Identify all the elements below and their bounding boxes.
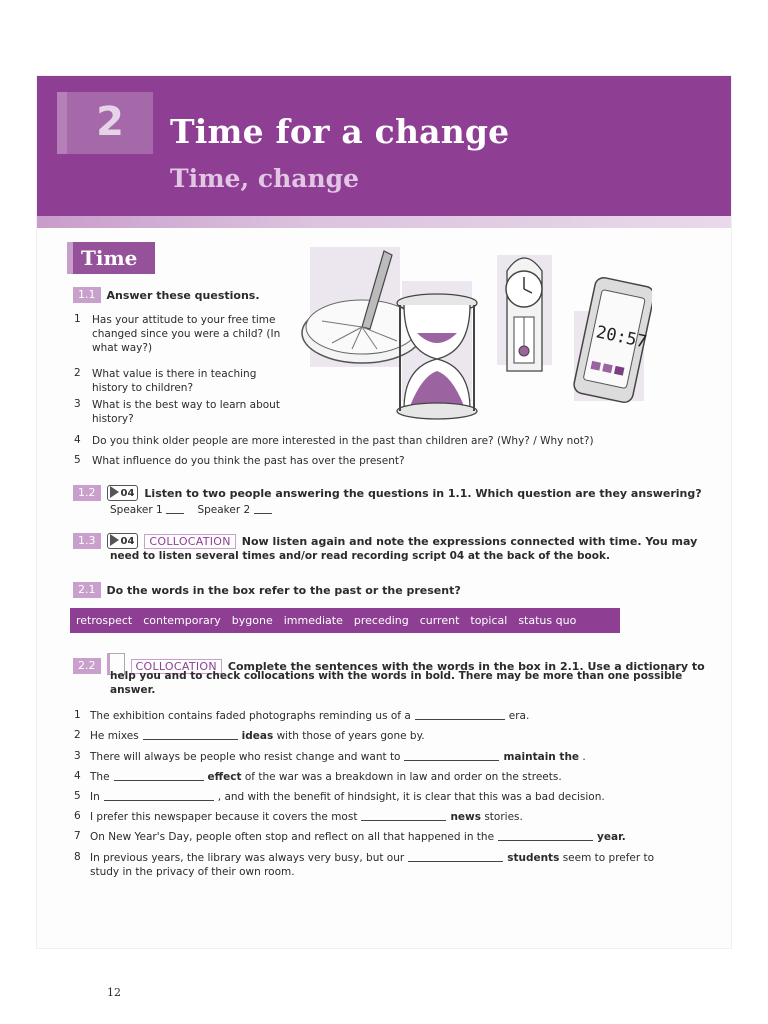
answer-blank[interactable] — [498, 830, 593, 841]
word-box-item: bygone — [231, 614, 273, 627]
word-box-item: topical — [470, 614, 508, 627]
sentence-number: 5 — [74, 790, 81, 802]
sentence-line — [90, 790, 605, 804]
word-box-item: retrospect — [76, 614, 133, 627]
word-box — [70, 608, 620, 633]
sentence-text: of the war was a breakdown in law and order on the streets. — [244, 771, 562, 783]
exercise-instruction: Now listen again and note the expressions connected with time. You may — [241, 535, 698, 548]
answer-blank[interactable] — [361, 810, 446, 821]
question-text: Do you think older people are more interested in the past than children are? (Why? / Why not?) — [92, 435, 594, 447]
sentence-line — [90, 851, 654, 865]
exercise-instruction-cont: help you and to check collocations with the words in bold. There may be more than one possible — [110, 670, 683, 682]
exercise-tag: 1.2 — [73, 485, 101, 501]
answer-blank[interactable] — [415, 709, 505, 720]
sentence-number: 4 — [74, 770, 81, 782]
answer-blank[interactable] — [104, 790, 214, 801]
sentence-text: In — [90, 791, 100, 803]
section-heading: Time — [67, 242, 155, 274]
exercise-2-1-header — [73, 582, 461, 598]
answer-blank[interactable] — [114, 770, 204, 781]
unit-subtitle: Time, change — [170, 164, 360, 193]
answer-blank[interactable] — [408, 851, 503, 862]
question-text: changed since you were a child? (In — [92, 328, 281, 340]
question-text: What is the best way to learn about — [92, 399, 280, 411]
exercise-1-1-header — [73, 287, 260, 303]
sentence-text: era. — [508, 710, 530, 722]
sentence-number: 2 — [74, 729, 81, 741]
sentence-text: stories. — [484, 811, 523, 823]
sentence-text: The exhibition contains faded photographs reminding us of a — [90, 710, 411, 722]
textbook-page — [37, 76, 731, 999]
audio-track-icon[interactable]: 04 — [107, 485, 139, 501]
sentence-line — [90, 729, 425, 743]
speaker-1-label: Speaker 1 — [110, 504, 163, 516]
bold-collocation: ideas — [241, 730, 274, 742]
exercise-1-2-header — [73, 485, 702, 501]
sentence-line — [90, 709, 529, 723]
sentence-text: with those of years gone by. — [276, 730, 425, 742]
bold-collocation: maintain the — [503, 751, 580, 763]
sentence-text: He mixes — [90, 730, 139, 742]
exercise-instruction: Complete the sentences with the words in the box in 2.1. Use a dictionary to — [227, 660, 705, 673]
exercise-instruction-cont: need to listen several times and/or read recording script 04 at the back of the book. — [110, 550, 610, 562]
phone-clock-text: 20:57 — [594, 322, 649, 353]
question-text: Has your attitude to your free time — [92, 314, 276, 326]
sentence-text: There will always be people who resist change and want to — [90, 751, 401, 763]
sentence-text: . — [582, 751, 586, 763]
sentence-number: 1 — [74, 709, 81, 721]
unit-banner — [37, 76, 731, 228]
bold-collocation: news — [450, 811, 481, 823]
answer-blank[interactable] — [404, 750, 499, 761]
word-box-item: immediate — [283, 614, 343, 627]
sentence-text: I prefer this newspaper because it covers the most — [90, 811, 358, 823]
exercise-tag: 1.3 — [73, 533, 101, 549]
sentence-line — [90, 810, 523, 824]
pendulum-clock-icon — [506, 258, 542, 371]
sentence-line — [90, 830, 626, 844]
question-text: what way?) — [92, 342, 153, 354]
speaker-1-blank[interactable] — [166, 503, 184, 514]
sentence-text: study in the privacy of their own room. — [90, 866, 295, 878]
sentence-line — [90, 750, 586, 764]
page-number: 12 — [107, 986, 121, 999]
question-number: 3 — [74, 398, 81, 410]
sentence-number: 7 — [74, 830, 81, 842]
exercise-instruction: Do the words in the box refer to the past or the present? — [106, 584, 461, 597]
question-text: history? — [92, 413, 134, 425]
question-text: history to children? — [92, 382, 194, 394]
banner-stripe — [37, 216, 731, 228]
question-text: What value is there in teaching — [92, 368, 257, 380]
sentence-number: 3 — [74, 750, 81, 762]
sentence-text: On New Year's Day, people often stop and reflect on all that happened in the — [90, 831, 495, 843]
sentence-text: The — [90, 771, 110, 783]
question-text: What influence do you think the past has over the present? — [92, 455, 405, 467]
speaker-2-label: Speaker 2 — [197, 504, 251, 516]
collocation-label: COLLOCATION — [131, 659, 222, 674]
question-number: 1 — [74, 313, 81, 325]
time-illustration — [292, 241, 652, 421]
bold-collocation: students — [507, 852, 560, 864]
sentence-text: In previous years, the library was always very busy, but our — [90, 852, 405, 864]
word-box-item: status quo — [518, 614, 577, 627]
sentence-text: , and with the benefit of hindsight, it is clear that this was a bad decision. — [217, 791, 605, 803]
answer-blank[interactable] — [143, 729, 238, 740]
exercise-tag: 1.1 — [73, 287, 101, 303]
sentence-number: 8 — [74, 851, 81, 863]
bold-collocation: effect — [207, 771, 242, 783]
exercise-instruction: Answer these questions. — [106, 289, 260, 302]
exercise-instruction: Listen to two people answering the questions in 1.1. Which question are they answering? — [144, 487, 702, 500]
sentence-text: seem to prefer to — [562, 852, 655, 864]
speaker-answers — [110, 503, 272, 517]
unit-title: Time for a change — [170, 112, 510, 151]
word-box-item: preceding — [353, 614, 409, 627]
question-number: 5 — [74, 454, 81, 466]
exercise-tag: 2.2 — [73, 658, 101, 674]
word-box-item: current — [419, 614, 460, 627]
exercise-1-3-header — [73, 533, 697, 549]
exercise-tag: 2.1 — [73, 582, 101, 598]
audio-track-icon[interactable]: 04 — [107, 533, 139, 549]
question-number: 4 — [74, 434, 81, 446]
speaker-2-blank[interactable] — [254, 503, 272, 514]
exercise-instruction-cont: answer. — [110, 684, 156, 696]
unit-number: 2 — [57, 92, 153, 154]
sentence-line — [90, 770, 562, 784]
sentence-number: 6 — [74, 810, 81, 822]
question-number: 2 — [74, 367, 81, 379]
bold-collocation: year. — [597, 831, 626, 843]
collocation-label: COLLOCATION — [144, 534, 235, 549]
word-box-item: contemporary — [143, 614, 221, 627]
